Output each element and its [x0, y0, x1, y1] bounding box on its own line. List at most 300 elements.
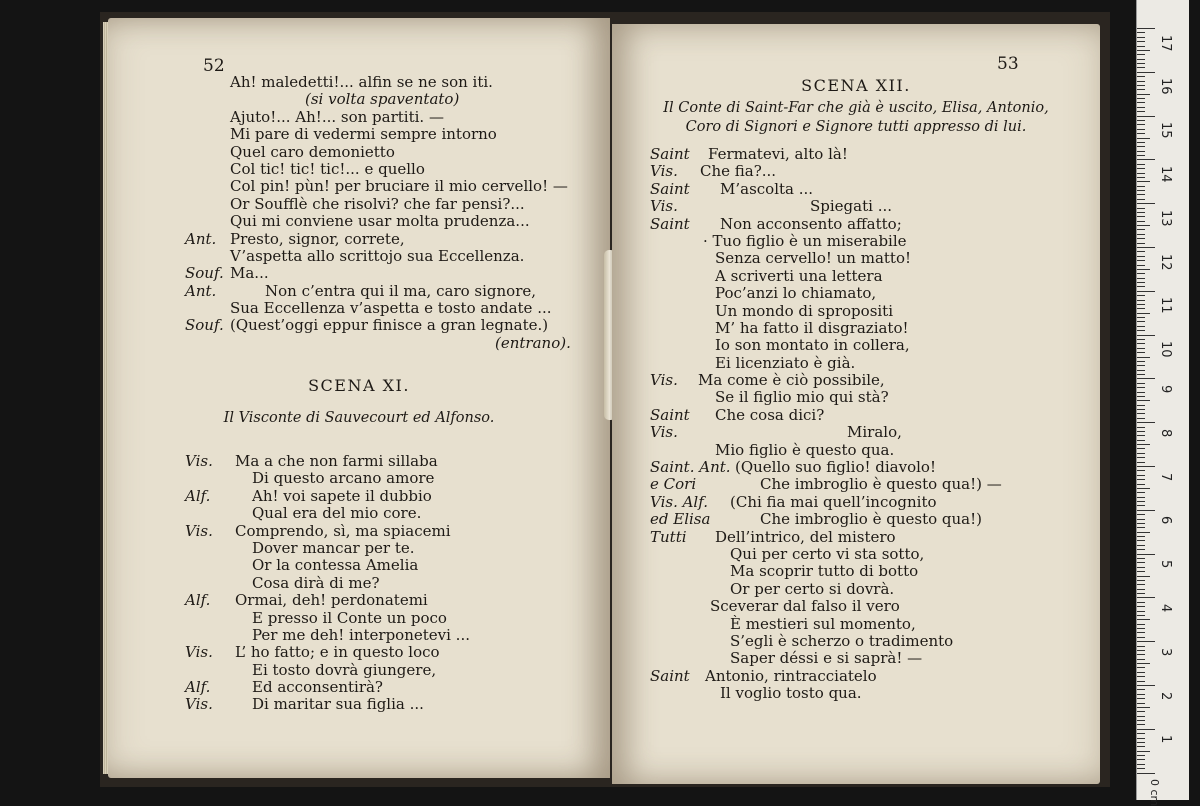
ruler-tick: [1137, 729, 1155, 730]
ruler-tick: [1137, 216, 1145, 217]
verse-line: [650, 389, 1090, 406]
ruler-tick: [1137, 716, 1145, 717]
verse-text: Ma come è ciò possibile,: [698, 371, 885, 390]
verse-text: (Chi fia mai quell’incognito: [730, 492, 937, 511]
ruler-tick: [1137, 260, 1145, 261]
ruler-tick: [1137, 488, 1150, 489]
ruler-tick: [1137, 746, 1145, 747]
ruler-tick: [1137, 589, 1145, 590]
ruler-number: 4: [1158, 603, 1173, 613]
ruler-tick: [1137, 392, 1145, 393]
ruler-tick: [1137, 304, 1145, 305]
ruler-tick: [1137, 479, 1145, 480]
ruler-tick: [1137, 667, 1145, 668]
verse-line: [650, 650, 1090, 667]
measurement-ruler: [1136, 0, 1189, 806]
verse-text: Ajuto!... Ah!... son partiti. —: [230, 107, 444, 126]
verse-text: Dell’intrico, del mistero: [715, 527, 896, 546]
ruler-tick: [1137, 501, 1145, 502]
verse-text: Senza cervello! un matto!: [715, 249, 912, 268]
ruler-tick: [1137, 396, 1145, 397]
ruler-tick: [1137, 448, 1145, 449]
verse-line: [185, 488, 605, 505]
verse-line: [650, 216, 1090, 233]
ruler-tick: [1137, 711, 1145, 712]
ruler-tick: [1137, 378, 1155, 379]
ruler-tick: [1137, 444, 1150, 445]
ruler-tick: [1137, 326, 1145, 327]
verse-line: [185, 540, 605, 557]
ruler-tick: [1137, 181, 1150, 182]
verse-line: [650, 407, 1090, 424]
ruler-tick: [1137, 300, 1145, 301]
ruler-tick: [1137, 405, 1145, 406]
ruler-tick: [1137, 142, 1145, 143]
speaker-label: Alf.: [185, 678, 211, 697]
speaker-label: Vis.: [185, 521, 213, 540]
ruler-tick: [1137, 335, 1155, 336]
speaker-label: Vis.: [650, 423, 678, 442]
ruler-tick: [1137, 540, 1145, 541]
ruler-tick: [1137, 229, 1145, 230]
ruler-tick: [1137, 409, 1145, 410]
ruler-tick: [1137, 676, 1145, 677]
verse-text: Cosa dirà di me?: [252, 573, 380, 592]
verse-text: Qui per certo vi sta sotto,: [730, 544, 925, 563]
verse-text: S’egli è scherzo o tradimento: [730, 631, 954, 650]
verse-text: V’aspetta allo scrittojo sua Eccellenza.: [230, 246, 525, 265]
verse-line: [185, 523, 605, 540]
speaker-label: Vis.: [185, 452, 213, 470]
ruler-tick: [1137, 685, 1155, 686]
ruler-tick: [1137, 133, 1145, 134]
ruler-tick: [1137, 348, 1145, 349]
speaker-label: Alf.: [185, 486, 211, 505]
ruler-tick: [1137, 571, 1145, 572]
verse-line: [650, 598, 1090, 615]
speaker-label: Saint: [650, 145, 690, 163]
ruler-tick: [1137, 484, 1145, 485]
verse-text: Il voglio tosto qua.: [720, 684, 862, 703]
verse-text: Dover mancar per te.: [252, 538, 415, 557]
verse-text: Miralo,: [847, 423, 902, 442]
ruler-tick: [1137, 611, 1145, 612]
ruler-tick: [1137, 89, 1145, 90]
ruler-tick: [1137, 431, 1145, 432]
ruler-tick: [1137, 291, 1155, 292]
verse-text: Col tic! tic! tic!... e quello: [230, 159, 425, 178]
ruler-number: 5: [1158, 560, 1173, 569]
ruler-tick: [1137, 81, 1145, 82]
right-page: [612, 24, 1100, 784]
ruler-tick: [1137, 492, 1145, 493]
ruler-tick: [1137, 418, 1145, 419]
ruler-tick: [1137, 742, 1145, 743]
ruler-tick: [1137, 177, 1145, 178]
ruler-tick: [1137, 689, 1145, 690]
ruler-tick: [1137, 497, 1145, 498]
ruler-tick: [1137, 440, 1145, 441]
ruler-tick: [1137, 286, 1145, 287]
ruler-tick: [1137, 470, 1145, 471]
verse-text: · Tuo figlio è un miserabile: [703, 231, 907, 250]
speaker-label: Souf.: [185, 264, 224, 283]
ruler-tick: [1137, 462, 1145, 463]
ruler-tick: [1137, 339, 1145, 340]
ruler-tick: [1137, 597, 1155, 598]
speaker-label: Alf.: [185, 591, 211, 610]
verse-text: Un mondo di spropositi: [715, 301, 894, 320]
ruler-tick: [1137, 650, 1145, 651]
speaker-label: Ant.: [185, 281, 217, 300]
ruler-tick: [1137, 703, 1145, 704]
ruler-tick: [1137, 186, 1145, 187]
ruler-tick: [1137, 111, 1145, 112]
ruler-tick: [1137, 663, 1150, 664]
verse-text: Quel caro demonietto: [230, 142, 395, 161]
verse-text: Ma...: [230, 264, 269, 283]
ruler-number: 6: [1158, 516, 1173, 525]
left-page: [108, 18, 610, 778]
verse-line: [185, 679, 605, 696]
ruler-tick: [1137, 466, 1155, 467]
verse-line: [185, 575, 605, 592]
ruler-tick: [1137, 102, 1145, 103]
ruler-tick: [1137, 558, 1145, 559]
ruler-tick: [1137, 116, 1155, 117]
ruler-tick: [1137, 37, 1145, 38]
ruler-tick: [1137, 624, 1145, 625]
verse-line: [185, 161, 605, 178]
verse-line: [185, 283, 605, 300]
right-scene-description-2: Coro di Signori e Signore tutti appresso di lui.: [685, 119, 1027, 135]
verse-text: Se il figlio mio qui stà?: [715, 388, 889, 407]
verse-line: [650, 546, 1090, 563]
verse-text: A scriverti una lettera: [715, 266, 883, 285]
verse-text: Or per certo si dovrà.: [730, 579, 895, 598]
verse-text: Sua Eccellenza v’aspetta e tosto andate ...: [230, 299, 552, 318]
verse-text: Qual era del mio core.: [252, 504, 422, 523]
ruler-tick: [1137, 475, 1145, 476]
ruler-tick: [1137, 343, 1145, 344]
ruler-tick: [1137, 199, 1145, 200]
ruler-tick: [1137, 584, 1145, 585]
ruler-tick: [1137, 641, 1155, 642]
ruler-tick: [1137, 764, 1145, 765]
ruler-tick: [1137, 234, 1145, 235]
verse-line: [650, 685, 1090, 702]
verse-text: Mio figlio è questo qua.: [715, 440, 895, 459]
right-verse: [650, 146, 1090, 703]
speaker-label: ed Elisa: [650, 510, 711, 529]
verse-line: [650, 563, 1090, 580]
ruler-tick: [1137, 768, 1145, 769]
ruler-tick: [1137, 317, 1145, 318]
verse-text: Antonio, rintracciatelo: [705, 666, 877, 685]
ruler-tick: [1137, 457, 1145, 458]
ruler-tick: [1137, 32, 1145, 33]
ruler-tick: [1137, 269, 1150, 270]
verse-text: M’ ha fatto il disgraziato!: [715, 318, 909, 337]
right-scene-title: SCENA XII.: [801, 76, 911, 95]
ruler-tick: [1137, 295, 1145, 296]
ruler-tick: [1137, 694, 1145, 695]
verse-text: Col pin! pùn! per bruciare il mio cervello! —: [230, 177, 568, 196]
ruler-tick: [1137, 593, 1145, 594]
speaker-label: Vis. Alf.: [650, 492, 709, 511]
ruler-tick: [1137, 527, 1145, 528]
right-page-number: 53: [997, 54, 1019, 74]
ruler-tick: [1137, 453, 1145, 454]
verse-line: [650, 424, 1090, 441]
verse-line: [185, 470, 605, 487]
ruler-tick: [1137, 427, 1145, 428]
ruler-tick: [1137, 251, 1145, 252]
ruler-tick: [1137, 374, 1145, 375]
ruler-number: 14: [1158, 165, 1173, 183]
verse-line: [650, 494, 1090, 511]
verse-line: [185, 196, 605, 213]
verse-text: Comprendo, sì, ma spiacemi: [235, 521, 451, 540]
ruler-tick: [1137, 208, 1145, 209]
verse-text: Non c’entra qui il ma, caro signore,: [265, 281, 537, 300]
verse-text: Saper déssi e si saprà! —: [730, 649, 923, 668]
ruler-tick: [1137, 755, 1145, 756]
ruler-number: 10: [1158, 341, 1173, 358]
ruler-tick: [1137, 615, 1145, 616]
ruler-tick: [1137, 94, 1150, 95]
ruler-tick: [1137, 50, 1150, 51]
ruler-tick: [1137, 751, 1150, 752]
ruler-number: 9: [1158, 384, 1173, 394]
verse-line: [650, 581, 1090, 598]
ruler-number: 3: [1158, 647, 1173, 657]
verse-line: [185, 592, 605, 609]
verse-line: [185, 610, 605, 627]
verse-line: [185, 317, 605, 334]
ruler-tick: [1137, 580, 1145, 581]
ruler-tick: [1137, 606, 1145, 607]
ruler-number: 17: [1158, 34, 1173, 52]
speaker-label: e Cori: [650, 475, 697, 494]
ruler-tick: [1137, 159, 1155, 160]
verse-text: Ormai, deh! perdonatemi: [235, 591, 428, 610]
ruler-tick: [1137, 308, 1145, 309]
ruler-tick: [1137, 619, 1150, 620]
verse-text: Qui mi conviene usar molta prudenza...: [230, 212, 530, 231]
ruler-tick: [1137, 659, 1145, 660]
ruler-tick: [1137, 738, 1145, 739]
ruler-tick: [1137, 194, 1145, 195]
ruler-number: 8: [1158, 428, 1173, 438]
ruler-tick: [1137, 151, 1145, 152]
verse-text: Sceverar dal falso il vero: [710, 597, 900, 616]
left-verse-bottom: [185, 453, 605, 714]
verse-line: [185, 644, 605, 661]
speaker-label: Vis.: [650, 197, 678, 216]
verse-line: [650, 198, 1090, 215]
ruler-tick: [1137, 724, 1145, 725]
verse-line: [650, 285, 1090, 302]
ruler-tick: [1137, 632, 1145, 633]
verse-line: [185, 144, 605, 161]
ruler-tick: [1137, 698, 1145, 699]
verse-text: Mi pare di vedermi sempre intorno: [230, 125, 497, 144]
verse-line: [185, 248, 605, 265]
ruler-tick: [1137, 361, 1145, 362]
ruler-tick: [1137, 720, 1145, 721]
verse-text: Di questo arcano amore: [252, 469, 435, 488]
ruler-number: 11: [1158, 297, 1173, 314]
verse-text: Per me deh! interponetevi ...: [252, 625, 470, 644]
verse-text: Che imbroglio è questo qua!) —: [760, 475, 1002, 494]
verse-line: [185, 505, 605, 522]
verse-line: [650, 233, 1090, 250]
ruler-tick: [1137, 514, 1145, 515]
ruler-tick: [1137, 759, 1145, 760]
ruler-tick: [1137, 567, 1145, 568]
verse-text: Spiegati ...: [810, 197, 892, 216]
verse-text: Or Soufflè che risolvi? che far pensi?...: [230, 194, 525, 213]
ruler-tick: [1137, 107, 1145, 108]
verse-text: Di maritar sua figlia ...: [252, 695, 424, 714]
speaker-label: Vis.: [185, 695, 213, 714]
verse-line: [650, 476, 1090, 493]
ruler-tick: [1137, 707, 1150, 708]
verse-line: [650, 511, 1090, 528]
ruler-tick: [1137, 549, 1145, 550]
ruler-tick: [1137, 59, 1145, 60]
verse-text: (entrano).: [495, 333, 571, 352]
ruler-tick: [1137, 155, 1145, 156]
right-scene-description-1: Il Conte di Saint-Far che già è uscito, Elisa, Antonio,: [663, 100, 1049, 116]
ruler-tick: [1137, 282, 1145, 283]
ruler-tick: [1137, 628, 1145, 629]
ruler-tick: [1137, 265, 1145, 266]
ruler-tick: [1137, 523, 1145, 524]
ruler-tick: [1137, 519, 1145, 520]
ruler-number: 15: [1158, 122, 1173, 139]
ruler-tick: [1137, 654, 1145, 655]
verse-text: Fermatevi, alto là!: [708, 145, 848, 163]
ruler-number: 13: [1158, 209, 1173, 227]
ruler-tick: [1137, 330, 1145, 331]
verse-text: Ed acconsentirà?: [252, 678, 383, 697]
ruler-tick: [1137, 400, 1150, 401]
ruler-tick: [1137, 164, 1145, 165]
ruler-tick: [1137, 554, 1155, 555]
verse-text: (si volta spaventato): [305, 90, 460, 109]
verse-text: (Quest’oggi eppur finisce a gran legnate.): [230, 316, 549, 335]
ruler-number: 7: [1158, 472, 1173, 481]
speaker-label: Saint: [650, 179, 690, 198]
ruler-tick: [1137, 536, 1145, 537]
ruler-tick: [1137, 422, 1155, 423]
ruler-tick: [1137, 562, 1145, 563]
ruler-tick: [1137, 129, 1145, 130]
ruler-tick: [1137, 76, 1145, 77]
verse-text: M’ascolta ...: [720, 179, 814, 198]
verse-text: Ah! voi sapete il dubbio: [252, 486, 432, 505]
ruler-tick: [1137, 278, 1145, 279]
ruler-tick: [1137, 545, 1145, 546]
speaker-label: Vis.: [650, 162, 678, 181]
left-scene-title: SCENA XI.: [308, 376, 410, 395]
ruler-tick: [1137, 85, 1145, 86]
verse-text: Non acconsento affatto;: [720, 214, 902, 233]
verse-line: [185, 74, 605, 91]
ruler-tick: [1137, 54, 1145, 55]
ruler-tick: [1137, 313, 1150, 314]
ruler-unit-label: 0 cm: [1148, 779, 1161, 806]
verse-line: [650, 442, 1090, 459]
verse-line: [650, 616, 1090, 633]
verse-line: [650, 163, 1090, 180]
verse-text: Che cosa dici?: [715, 405, 825, 424]
verse-line: [185, 627, 605, 644]
verse-line: [185, 335, 605, 352]
ruler-tick: [1137, 138, 1150, 139]
ruler-tick: [1137, 510, 1155, 511]
verse-text: Che fia?...: [700, 162, 777, 181]
speaker-label: Saint: [650, 405, 690, 424]
ruler-number: 2: [1158, 691, 1173, 700]
verse-text: Poc’anzi lo chiamato,: [715, 284, 877, 303]
verse-line: [650, 355, 1090, 372]
ruler-tick: [1137, 733, 1145, 734]
ruler-tick: [1137, 238, 1145, 239]
ruler-tick: [1137, 98, 1145, 99]
ruler-tick: [1137, 41, 1145, 42]
ruler-tick: [1137, 387, 1145, 388]
verse-line: [185, 91, 605, 108]
ruler-tick: [1137, 256, 1145, 257]
speaker-label: Saint: [650, 666, 690, 685]
left-page-number: 52: [203, 56, 225, 76]
verse-line: [185, 109, 605, 126]
speaker-label: Tutti: [650, 527, 687, 546]
verse-line: [185, 300, 605, 317]
verse-text: L’ ho fatto; e in questo loco: [235, 643, 440, 662]
ruler-tick: [1137, 221, 1145, 222]
ruler-tick: [1137, 124, 1145, 125]
ruler-tick: [1137, 602, 1145, 603]
ruler-number: 12: [1158, 253, 1173, 271]
speaker-label: Saint: [650, 214, 690, 233]
verse-line: [650, 668, 1090, 685]
ruler-tick: [1137, 212, 1145, 213]
verse-line: [650, 320, 1090, 337]
verse-line: [650, 268, 1090, 285]
ruler-tick: [1137, 637, 1145, 638]
ruler-tick: [1137, 146, 1145, 147]
verse-text: Ma scoprir tutto di botto: [730, 562, 919, 581]
ruler-tick: [1137, 173, 1145, 174]
verse-line: [185, 213, 605, 230]
verse-text: Or la contessa Amelia: [252, 556, 419, 575]
ruler-tick: [1137, 646, 1145, 647]
verse-line: [185, 696, 605, 713]
ruler-tick: [1137, 72, 1155, 73]
ruler-tick: [1137, 681, 1145, 682]
ruler-tick: [1137, 247, 1155, 248]
ruler-tick: [1137, 357, 1150, 358]
speaker-label: Vis.: [650, 371, 678, 390]
verse-text: Ma a che non farmi sillaba: [235, 452, 438, 470]
verse-line: [185, 126, 605, 143]
ruler-tick: [1137, 273, 1145, 274]
verse-line: [650, 146, 1090, 163]
